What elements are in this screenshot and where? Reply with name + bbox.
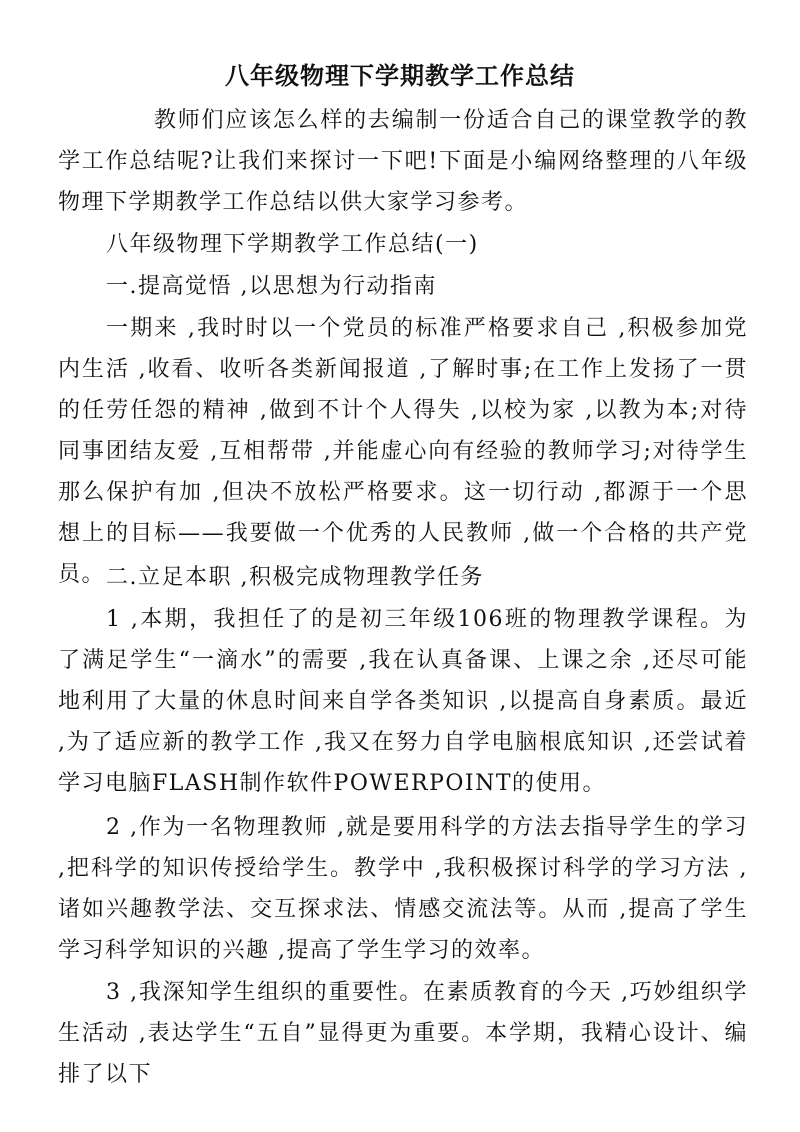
section-subtitle: 八年级物理下学期教学工作总结(一)	[106, 232, 479, 257]
item2-paragraph: 2 ,作为一名物理教师 ,就是要用科学的方法去指导学生的学习 ,把科学的知识传授给学生。教学中 ,我积极探讨科学的学习方法 ,诸如兴趣教学法、交互探求法、情感交流法等。从而 ,提高了学生学习科学知识的兴趣 ,提高了学生学习的效率。	[58, 815, 748, 963]
document-title: 八年级物理下学期教学工作总结	[225, 62, 575, 90]
section2-heading: 二.立足本职 ,积极完成物理教学任务	[106, 565, 484, 590]
item3-paragraph: 3 ,我深知学生组织的重要性。在素质教育的今天 ,巧妙组织学生活动 ,表达学生“五自”显得更为重要。本学期，我精心设计、编排了以下	[58, 980, 748, 1087]
intro-paragraph: 教师们应该怎么样的去编制一份适合自己的课堂教学的教学工作总结呢?让我们来探讨一下吧!下面是小编网络整理的八年级物理下学期教学工作总结以供大家学习参考。	[58, 108, 748, 215]
item1-paragraph: 1 ,本期，我担任了的是初三年级106班的物理教学课程。为了满足学生“一滴水”的需要 ,我在认真备课、上课之余 ,还尽可能地利用了大量的休息时间来自学各类知识 ,以提高自身素质。最近 ,为了适应新的教学工作 ,我又在努力自学电脑根底知识 ,还尝试着学习电脑FLASH制作软件POWERPOINT的使用。	[58, 607, 748, 796]
section1-paragraph: 一期来 ,我时时以一个党员的标准严格要求自己 ,积极参加党内生活 ,收看、收听各类新闻报道 ,了解时事;在工作上发扬了一贯的任劳任怨的精神 ,做到不计个人得失 ,以校为家 ,以教为本;对待同事团结友爱 ,互相帮带 ,并能虚心向有经验的教师学习;对待学生那么保护有加 ,但决不放松严格要求。这一切行动 ,都源于一个思想上的目标——我要做一个优秀的人民教师 ,做一个合格的共产党员。	[58, 316, 748, 587]
section1-heading: 一.提高觉悟 ,以思想为行动指南	[106, 274, 437, 299]
